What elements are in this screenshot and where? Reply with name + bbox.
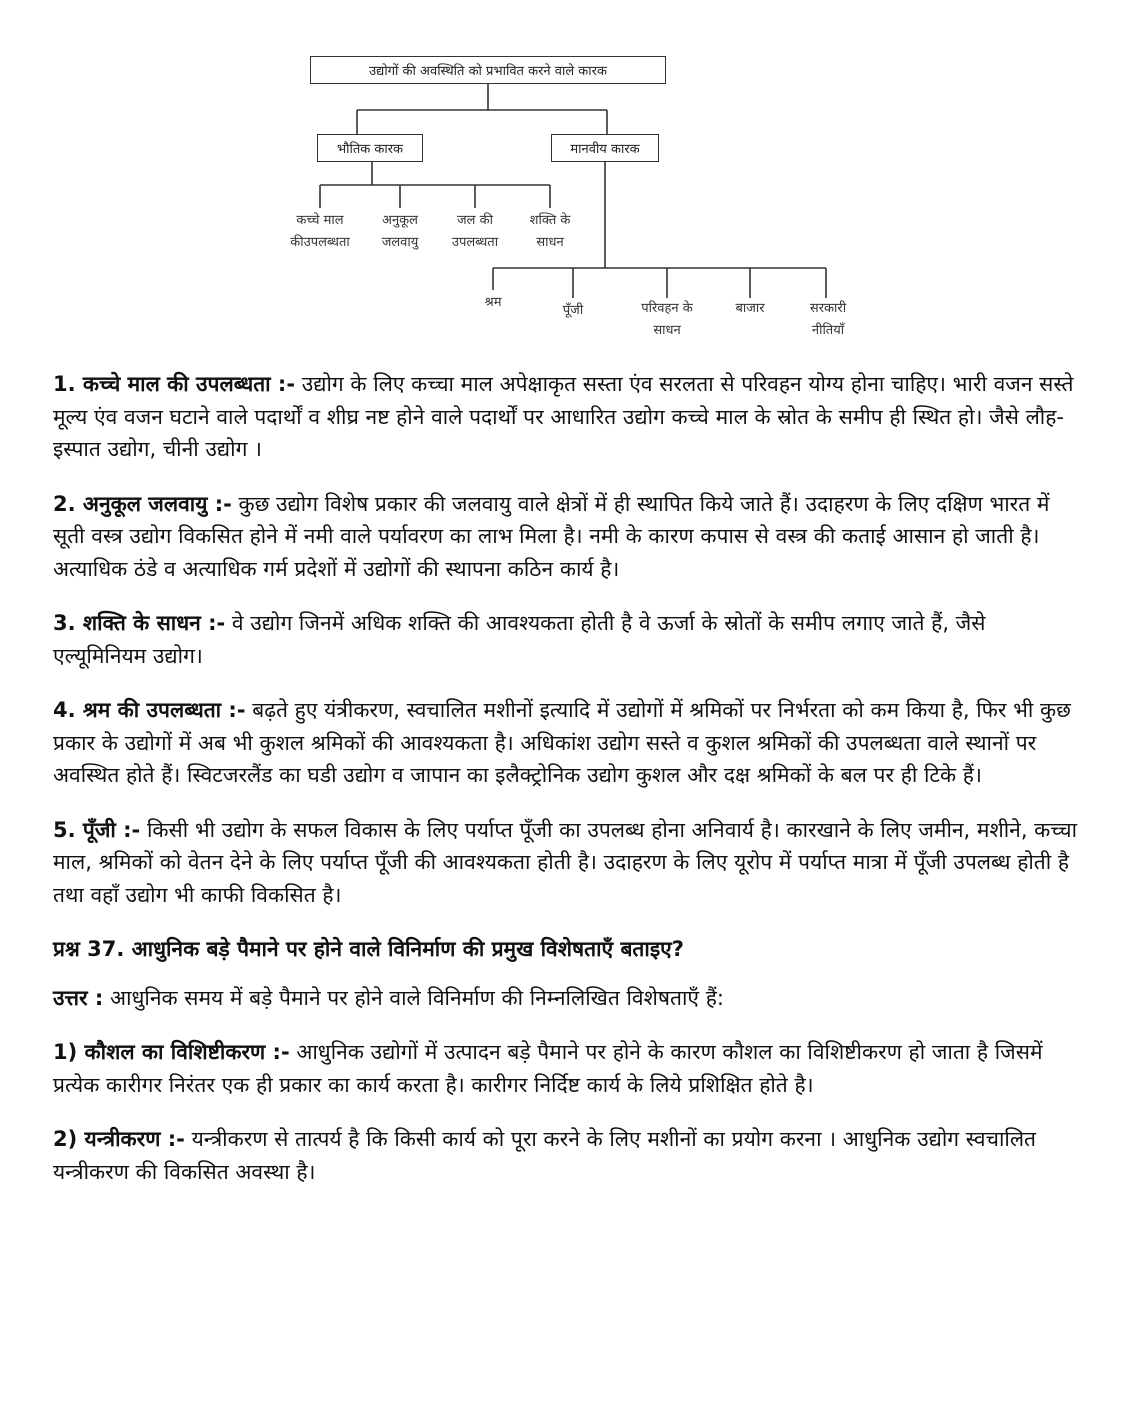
section-heading: 3. शक्ति के साधन :-	[53, 611, 226, 635]
answer-label: उत्तर :	[53, 985, 104, 1010]
leaf-line: साधन	[536, 235, 564, 250]
section-climate	[53, 488, 1083, 586]
human-factor-market	[720, 298, 780, 320]
human-factor-government-policy	[788, 298, 868, 342]
physical-factor-water	[438, 210, 512, 254]
answer-intro	[53, 982, 1083, 1015]
question-37: प्रश्न 37. आधुनिक बड़े पैमाने पर होने वाले विनिर्माण की प्रमुख विशेषताएँ बताइए?	[53, 937, 684, 961]
feature-heading: 2) यन्त्रीकरण :-	[53, 1127, 185, 1151]
feature-skill-specialisation	[53, 1036, 1083, 1101]
human-factor-capital	[543, 300, 603, 322]
section-labour	[53, 694, 1083, 792]
document-body	[53, 368, 1083, 1210]
leaf-line: कच्चे माल	[296, 213, 344, 228]
leaf-line: परिवहन के	[641, 301, 693, 316]
diagram-root-box: उद्योगों की अवस्थिति को प्रभावित करने वाले कारक	[310, 56, 666, 84]
section-text: वे उद्योग जिनमें अधिक शक्ति की आवश्यकता होती है वे ऊर्जा के स्रोतों के समीप लगाए जाते हैं, जैसे एल्यूमिनियम उद्योग।	[53, 611, 986, 668]
leaf-line: अनुकूल	[382, 213, 418, 228]
leaf-line: कीउपलब्धता	[290, 235, 350, 250]
physical-factor-raw-material	[270, 210, 370, 254]
section-heading: 5. पूँजी :-	[53, 817, 141, 842]
leaf-line: शक्ति के	[529, 213, 571, 228]
feature-mechanisation	[53, 1123, 1083, 1188]
section-capital	[53, 814, 1083, 912]
physical-factor-power	[515, 210, 585, 254]
answer-text: आधुनिक समय में बड़े पैमाने पर होने वाले विनिर्माण की निम्नलिखित विशेषताएँ हैं:	[103, 985, 724, 1010]
human-factors-box: मानवीय कारक	[551, 134, 659, 162]
leaf-line: जल की	[457, 213, 493, 228]
section-text: उद्योग के लिए कच्चा माल अपेक्षाकृत सस्ता एंव सरलता से परिवहन योग्य होना चाहिए। भारी वजन सस्ते मूल्य एंव वजन घटाने वाले पदार्थों व शीघ्र नष्ट होने वाले पदार्थों पर आधारित उद्योग कच्चे माल के स्रोत के समीप ही स्थित हो। जैसे लौह-इस्पात उद्योग, चीनी उद्योग ।	[53, 372, 1074, 461]
feature-text: आधुनिक उद्योगों में उत्पादन बड़े पैमाने पर होने के कारण कौशल का विशिष्टीकरण हो जाता है जिसमें प्रत्येक कारीगर निरंतर एक ही प्रकार का कार्य करता है। कारीगर निर्दिष्ट कार्य के लिये प्रशिक्षित होते है।	[53, 1040, 1043, 1097]
factors-diagram	[260, 40, 880, 360]
leaf-line: सरकारी	[809, 301, 847, 316]
leaf-line: जलवायु	[381, 235, 419, 250]
human-factor-labour	[463, 292, 523, 314]
section-raw-material	[53, 368, 1083, 466]
section-heading: 4. श्रम की उपलब्धता :-	[53, 698, 246, 722]
physical-factor-climate	[365, 210, 435, 254]
leaf-line: उपलब्धता	[451, 235, 499, 250]
leaf-line: बाजार	[735, 301, 765, 316]
section-heading: 1. कच्चे माल की उपलब्धता :-	[53, 372, 296, 396]
section-text: कुछ उद्योग विशेष प्रकार की जलवायु वाले क्षेत्रों में ही स्थापित किये जाते हैं। उदाहरण के लिए दक्षिण भारत में सूती वस्त्र उद्योग विकसित होने में नमी वाले पर्यावरण का लाभ मिला है। नमी के कारण कपास से वस्त्र की कताई आसान हो जाती है। अत्याधिक ठंडे व अत्याधिक गर्म प्रदेशों में उद्योगों की स्थापना कठिन कार्य है।	[53, 491, 1050, 581]
feature-text: यन्त्रीकरण से तात्पर्य है कि किसी कार्य को पूरा करने के लिए मशीनों का प्रयोग करना । आधुनिक उद्योग स्वचालित यन्त्रीकरण की विकसित अवस्था है।	[53, 1127, 1037, 1184]
leaf-line: साधन	[653, 323, 681, 338]
human-factor-transport	[622, 298, 712, 342]
section-text: किसी भी उद्योग के सफल विकास के लिए पर्याप्त पूँजी का उपलब्ध होना अनिवार्य है। कारखाने के लिए जमीन, मशीने, कच्चा माल, श्रमिकों को वेतन देने के लिए पर्याप्त पूँजी की आवश्यकता होती है। उदाहरण के लिए यूरोप में पर्याप्त मात्रा में पूँजी उपलब्ध होती है तथा वहाँ उद्योग भी काफी विकसित है।	[53, 817, 1078, 907]
feature-heading: 1) कौशल का विशिष्टीकरण :-	[53, 1040, 290, 1064]
section-heading: 2. अनुकूल जलवायु :-	[53, 491, 232, 516]
leaf-line: पूँजी	[562, 303, 584, 318]
leaf-line: श्रम	[484, 295, 502, 310]
section-text: बढ़ते हुए यंत्रीकरण, स्वचालित मशीनों इत्यादि में उद्योगों में श्रमिकों पर निर्भरता को कम किया है, फिर भी कुछ प्रकार के उद्योगों में अब भी कुशल श्रमिकों की आवश्यकता है। अधिकांश उद्योग सस्ते व कुशल श्रमिकों की उपलब्धता वाले स्थानों पर अवस्थित होते हैं। स्विटजरलैंड का घडी उद्योग व जापान का इलैक्ट्रोनिक उद्योग कुशल और दक्ष श्रमिकों के बल पर ही टिके हैं।	[53, 698, 1071, 787]
physical-factors-box: भौतिक कारक	[317, 134, 423, 162]
leaf-line: नीतियाँ	[811, 323, 845, 338]
section-power	[53, 607, 1083, 672]
